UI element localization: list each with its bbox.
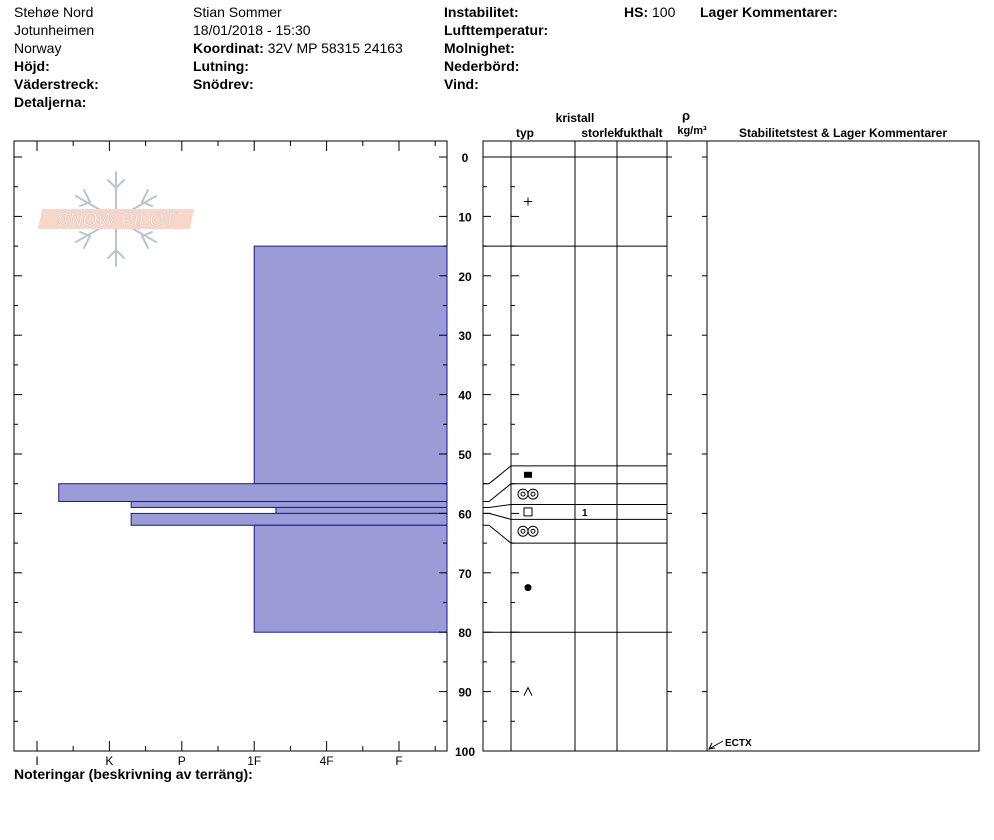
layer-table-frame bbox=[483, 141, 979, 751]
layer-connector-line bbox=[483, 466, 511, 484]
crystal-header: kristall bbox=[555, 111, 595, 125]
grain-symbol bbox=[518, 526, 538, 536]
depth-tick-label: 70 bbox=[458, 566, 472, 581]
hardness-bar bbox=[131, 502, 447, 508]
slope-label: Lutning: bbox=[193, 58, 249, 74]
layer-connector-line bbox=[483, 484, 511, 502]
hardness-tick-label: K bbox=[105, 754, 114, 768]
hardness-bar bbox=[59, 484, 447, 502]
double-circle-grain-icon bbox=[521, 529, 525, 533]
open-square-grain-icon bbox=[524, 508, 532, 516]
hs-label: HS: bbox=[624, 4, 649, 20]
hardness-bar bbox=[254, 525, 447, 632]
hardness-tick-label: P bbox=[177, 754, 186, 768]
hardness-bar bbox=[131, 513, 447, 525]
depth-tick-label: 100 bbox=[454, 745, 476, 759]
layer-comments-label: Lager Kommentarer: bbox=[700, 4, 838, 20]
depth-tick-label: 20 bbox=[458, 269, 472, 284]
hs-value: 100 bbox=[652, 4, 676, 20]
depth-tick-label: 60 bbox=[458, 507, 472, 522]
instability-label: Instabilitet: bbox=[444, 4, 519, 20]
grain-symbol bbox=[524, 472, 532, 478]
grain-symbol bbox=[524, 508, 532, 516]
layer-connector-line bbox=[483, 504, 511, 507]
aspect-label: Väderstreck: bbox=[14, 76, 99, 92]
moisture-header: fukthalt bbox=[619, 126, 663, 140]
observation-datetime: 18/01/2018 - 15:30 bbox=[193, 22, 311, 38]
filled-square-grain-icon bbox=[524, 472, 532, 478]
hardness-tick-label: 4F bbox=[319, 754, 334, 768]
coordinate-value: 32V MP 58315 24163 bbox=[267, 40, 403, 56]
location-name: Stehøe Nord bbox=[14, 4, 94, 20]
elevation-label: Höjd: bbox=[14, 58, 50, 74]
grain-symbol bbox=[524, 198, 532, 206]
details-label: Detaljerna: bbox=[14, 94, 87, 110]
mountain-range: Jotunheimen bbox=[14, 22, 95, 38]
double-circle-grain-icon bbox=[528, 489, 538, 499]
layer-connector-line bbox=[483, 525, 511, 543]
wind-loading-label: Snödrev: bbox=[193, 76, 254, 92]
precipitation-label: Nederbörd: bbox=[444, 58, 520, 74]
depth-tick-label: 50 bbox=[458, 448, 472, 462]
wind-label: Vind: bbox=[444, 76, 479, 92]
country: Norway bbox=[14, 40, 62, 56]
depth-tick-label: 30 bbox=[458, 329, 472, 344]
double-circle-grain-icon bbox=[518, 526, 528, 536]
grain-size-label: 1 bbox=[582, 507, 588, 519]
double-circle-grain-icon bbox=[531, 529, 535, 533]
double-circle-grain-icon bbox=[521, 492, 525, 496]
caret-grain-icon bbox=[524, 688, 532, 696]
size-header: storlek bbox=[581, 126, 621, 140]
stability-header: Stabilitetstest & Lager Kommentarer bbox=[738, 126, 948, 140]
snowpilot-logo bbox=[38, 172, 194, 266]
depth-tick-label: 90 bbox=[458, 685, 472, 700]
depth-tick-label: 0 bbox=[461, 151, 469, 165]
rho-header: ρ bbox=[681, 108, 691, 123]
hardness-bar bbox=[254, 246, 447, 484]
density-unit-header: kg/m³ bbox=[677, 125, 707, 137]
hardness-bars bbox=[59, 246, 447, 632]
air-temperature-label: Lufttemperatur: bbox=[444, 22, 549, 38]
dot-grain-icon bbox=[525, 584, 532, 591]
coordinate-label: Koordinat: bbox=[193, 40, 264, 56]
hardness-tick-label: 1F bbox=[247, 754, 262, 768]
grain-symbol bbox=[525, 584, 532, 591]
double-circle-grain-icon bbox=[531, 492, 535, 496]
density-ticks bbox=[667, 157, 707, 751]
logo-text: SNOW PILOT bbox=[56, 210, 176, 231]
depth-tick-label: 80 bbox=[458, 626, 472, 641]
depth-tick-label: 40 bbox=[458, 388, 472, 403]
sky-label: Molnighet: bbox=[444, 40, 515, 56]
grain-symbol bbox=[518, 489, 538, 499]
layer-connector-line bbox=[483, 513, 511, 519]
observer-name: Stian Sommer bbox=[193, 4, 282, 20]
double-circle-grain-icon bbox=[518, 489, 528, 499]
type-header: typ bbox=[516, 126, 534, 140]
notes-label: Noteringar (beskrivning av terräng): bbox=[14, 766, 253, 782]
double-circle-grain-icon bbox=[528, 526, 538, 536]
test-result-label: ECTX bbox=[725, 738, 752, 749]
grain-symbol bbox=[524, 688, 532, 696]
hardness-tick-label: I bbox=[35, 754, 39, 768]
hardness-bar bbox=[276, 507, 447, 513]
stability-test-result bbox=[709, 738, 752, 749]
hardness-tick-label: F bbox=[395, 754, 403, 768]
depth-tick-label: 10 bbox=[458, 210, 472, 225]
